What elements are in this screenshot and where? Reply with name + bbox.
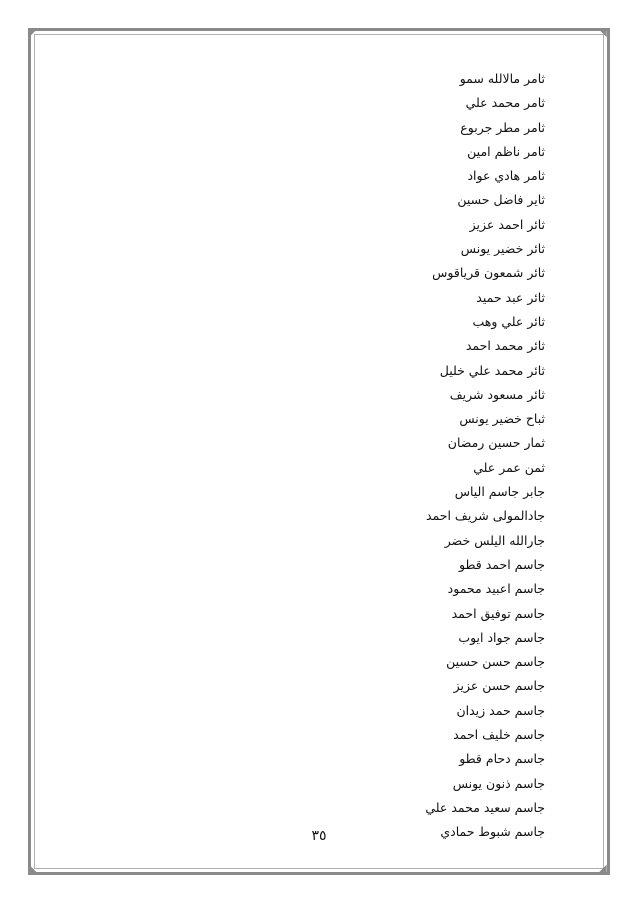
name-entry: ثائر عبد حميد [476,289,545,305]
name-entry: ثائر مسعود شريف [449,386,545,402]
name-entry: جادالمولى شريف احمد [425,508,545,524]
name-entry: جاسم سعيد محمد علي [425,799,545,815]
corner-ornament-top-right: ◥ [599,28,607,39]
name-entry: ثامر مالالله سمو [459,71,545,86]
name-entry: ثائر محمد احمد [465,338,545,354]
name-entry: جاسم خليف احمد [453,727,545,743]
name-entry: جاسم جواد ايوب [458,629,545,645]
name-entry: ثائر خضير يونس [460,241,545,257]
name-entry: جاسم حسن حسين [446,654,545,670]
name-entry: ثباح خضير يونس [459,411,545,427]
name-entry: ثائر علي وهب [472,313,545,329]
names-list [425,67,545,845]
name-entry: ثمن عمر علي [473,459,545,475]
name-entry: ثامر محمد علي [465,95,545,111]
name-entry: جاسم دحام قطو [459,751,545,767]
name-entry: ثامر مطر جربوع [460,119,545,135]
name-entry: ثمار حسين رمضان [447,435,545,451]
name-entry: ثامر هادي عواد [467,168,545,184]
name-entry: جاسم حمد زيدان [456,702,545,718]
name-entry: ثائر شمعون قرياقوس [432,265,545,281]
name-entry: ثائر احمد عزيز [469,216,545,232]
name-entry: جارالله اليلس خضر [444,532,545,548]
name-entry: جاسم احمد قطو [459,556,545,572]
corner-ornament-top-left: ◤ [29,28,37,39]
name-entry: ثائر محمد علي خليل [439,362,545,378]
name-entry: جاسم شبوط حمادي [440,824,545,840]
name-entry: جاسم اعبيد محمود [447,581,545,597]
name-entry: ثاير فاضل حسين [457,192,545,208]
page-number: ٣٥ [311,828,327,844]
name-entry: جاسم ذنون يونس [452,775,545,791]
corner-ornament-bottom-left: ◣ [29,863,37,874]
name-entry: جاسم حسن عزيز [453,678,545,694]
name-entry: ثامر ناظم امين [467,143,545,159]
name-entry: جابر جاسم الياس [454,484,545,500]
name-entry: جاسم توفيق احمد [451,605,545,621]
corner-ornament-bottom-right: ◢ [599,863,607,874]
